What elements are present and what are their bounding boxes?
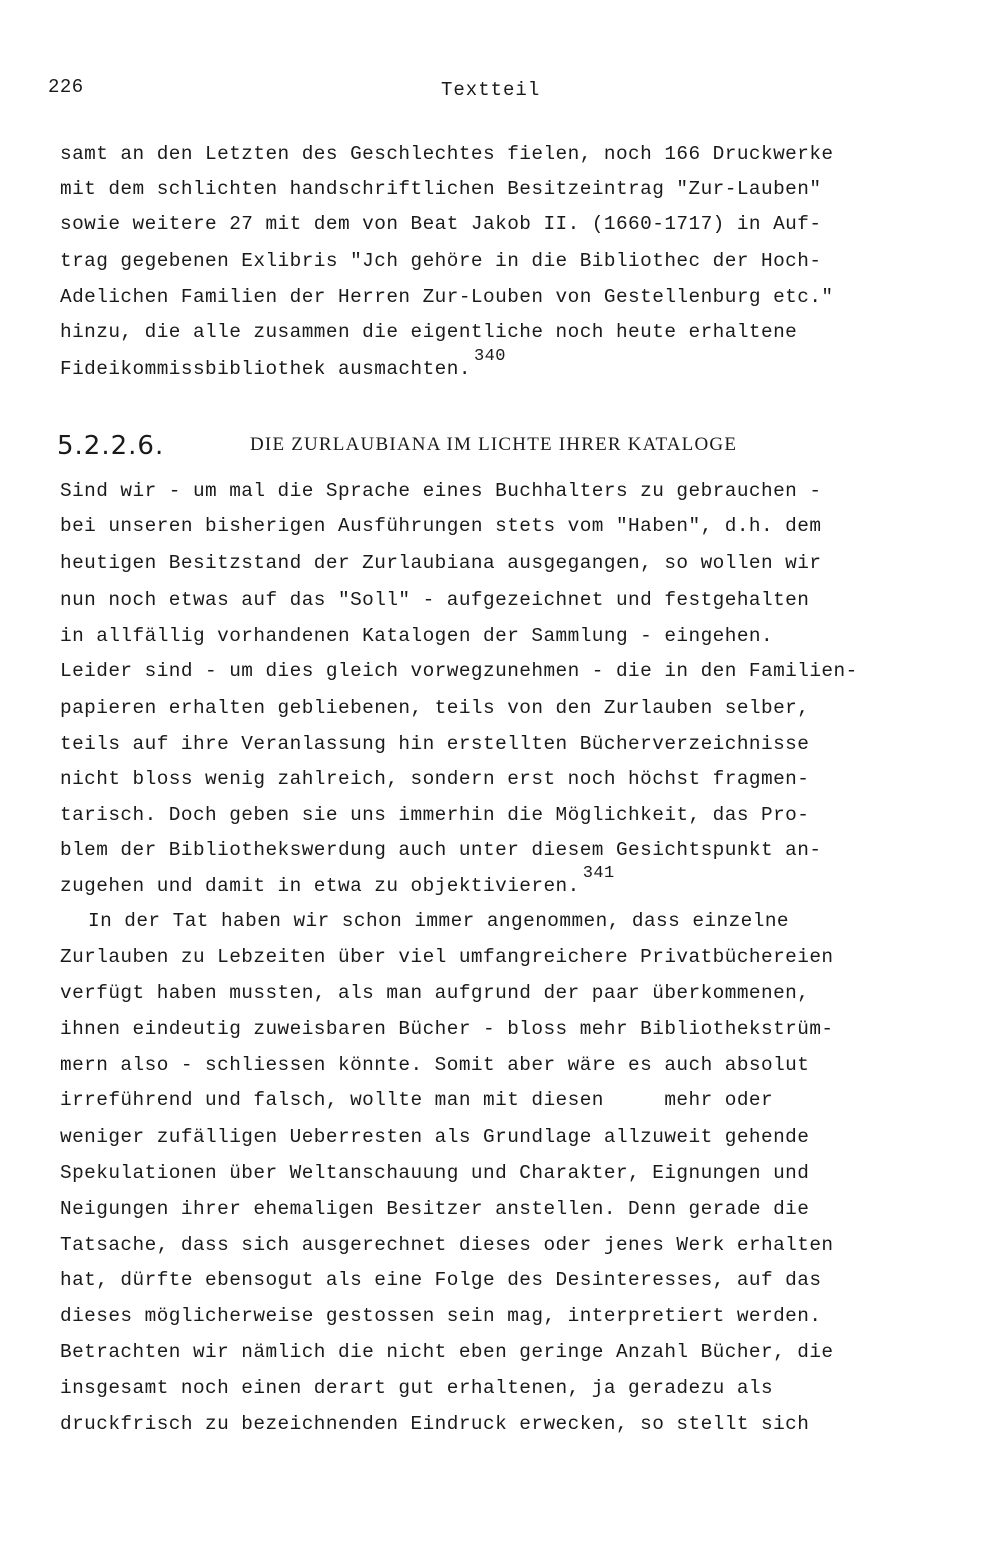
- text-line: bei unseren bisherigen Ausführungen stets vom "Haben", d.h. dem: [60, 515, 822, 537]
- text-line: nun noch etwas auf das "Soll" - aufgezeichnet und festgehalten: [60, 589, 810, 611]
- text-line: papieren erhalten gebliebenen, teils von den Zurlauben selber,: [60, 697, 810, 719]
- section-number: 5.2.2.6.: [57, 431, 165, 461]
- text-line: Spekulationen über Weltanschauung und Charakter, Eignungen und: [60, 1162, 810, 1184]
- text-line: sowie weitere 27 mit dem von Beat Jakob II. (1660-1717) in Auf-: [60, 213, 822, 235]
- text-line: Neigungen ihrer ehemaligen Besitzer anstellen. Denn gerade die: [60, 1198, 810, 1220]
- text-line: mit dem schlichten handschriftlichen Besitzeintrag "Zur-Lauben": [60, 178, 822, 200]
- text-line: Tatsache, dass sich ausgerechnet dieses oder jenes Werk erhalten: [60, 1234, 834, 1256]
- text-line: samt an den Letzten des Geschlechtes fielen, noch 166 Druckwerke: [60, 143, 834, 165]
- footnote-marker: 340: [473, 347, 506, 366]
- text-line: In der Tat haben wir schon immer angenommen, dass einzelne: [88, 910, 790, 932]
- text-line: [60, 864, 615, 900]
- text-line: tarisch. Doch geben sie uns immerhin die Möglichkeit, das Pro-: [60, 804, 810, 826]
- text-line: blem der Bibliothekswerdung auch unter diesem Gesichtspunkt an-: [60, 839, 822, 861]
- text-line: weniger zufälligen Ueberresten als Grundlage allzuweit gehende: [60, 1126, 810, 1148]
- text-line: in allfällig vorhandenen Katalogen der Sammlung - eingehen.: [60, 625, 774, 647]
- text-line: heutigen Besitzstand der Zurlaubiana ausgegangen, so wollen wir: [60, 552, 822, 574]
- text-line: irreführend und falsch, wollte man mit diesen mehr oder: [60, 1089, 774, 1111]
- running-head: Textteil: [441, 79, 541, 101]
- text-line: [60, 347, 506, 383]
- text-line: teils auf ihre Veranlassung hin erstellten Bücherverzeichnisse: [60, 733, 810, 755]
- footnote-marker: 341: [582, 864, 615, 883]
- text-line: insgesamt noch einen derart gut erhaltenen, ja geradezu als: [60, 1377, 774, 1399]
- text-line: trag gegebenen Exlibris "Jch gehöre in die Bibliothec der Hoch-: [60, 250, 822, 272]
- section-title: DIE ZURLAUBIANA IM LICHTE IHRER KATALOGE: [250, 434, 738, 455]
- text-line: hat, dürfte ebensogut als eine Folge des Desinteresses, auf das: [60, 1269, 822, 1291]
- text-line: dieses möglicherweise gestossen sein mag, interpretiert werden.: [60, 1305, 822, 1327]
- text-line: nicht bloss wenig zahlreich, sondern erst noch höchst fragmen-: [60, 768, 810, 790]
- text-line-content: Fideikommissbibliothek ausmachten.: [60, 358, 471, 380]
- text-line: Adelichen Familien der Herren Zur-Louben von Gestellenburg etc.": [60, 286, 834, 308]
- text-line-content: zugehen und damit in etwa zu objektivieren.: [60, 875, 580, 897]
- text-line: ihnen eindeutig zuweisbaren Bücher - bloss mehr Bibliothekstrüm-: [60, 1018, 834, 1040]
- text-line: Betrachten wir nämlich die nicht eben geringe Anzahl Bücher, die: [60, 1341, 834, 1363]
- text-line: Leider sind - um dies gleich vorwegzunehmen - die in den Familien-: [60, 660, 858, 682]
- text-line: druckfrisch zu bezeichnenden Eindruck erwecken, so stellt sich: [60, 1413, 810, 1435]
- text-line: Sind wir - um mal die Sprache eines Buchhalters zu gebrauchen -: [60, 480, 822, 502]
- text-line: verfügt haben mussten, als man aufgrund der paar überkommenen,: [60, 982, 810, 1004]
- text-line: hinzu, die alle zusammen die eigentliche noch heute erhaltene: [60, 321, 798, 343]
- text-line: Zurlauben zu Lebzeiten über viel umfangreichere Privatbüchereien: [60, 946, 834, 968]
- text-line: mern also - schliessen könnte. Somit aber wäre es auch absolut: [60, 1054, 810, 1076]
- page-number: 226: [48, 76, 84, 98]
